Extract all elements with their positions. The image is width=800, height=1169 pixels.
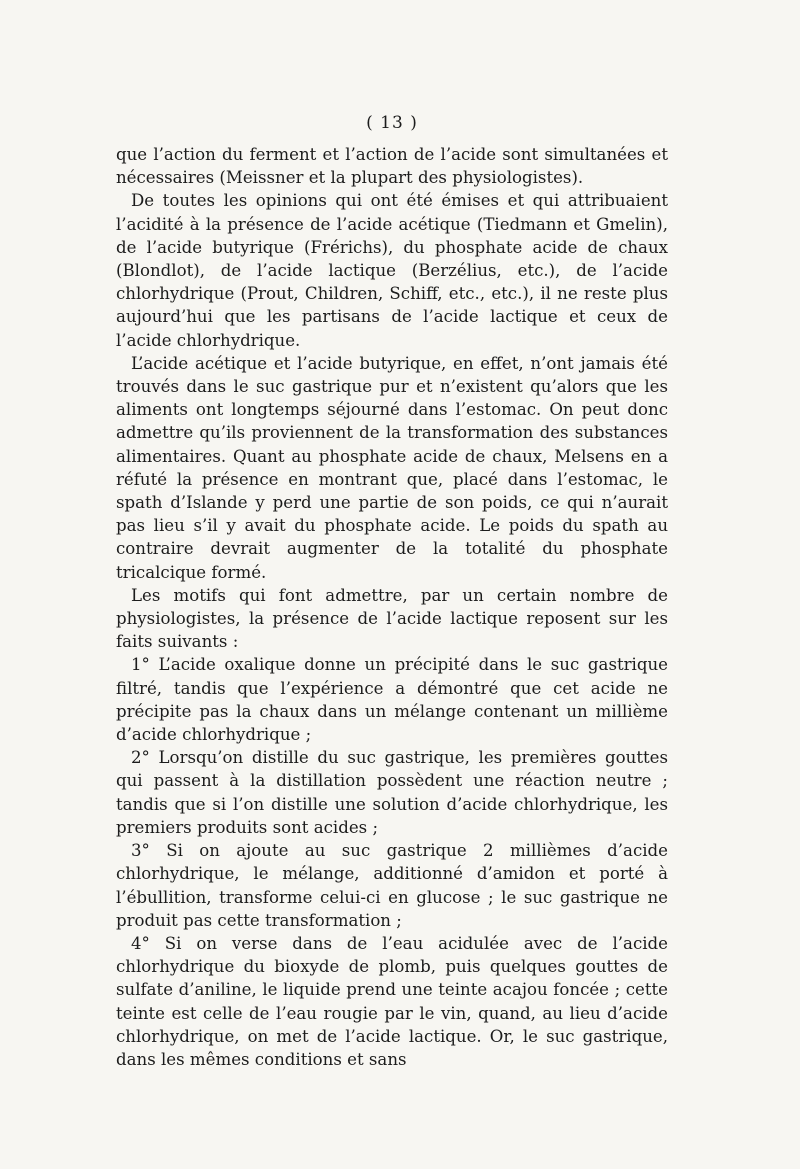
list-item: 2° Lorsqu’on distille du suc gastrique, les premières gouttes qui passent à la distillation possèdent une réaction neutre ; tandis que si l’on distille une solution d’acide chlorhydrique, les premiers produits sont acides ; xyxy=(116,748,668,837)
paragraph: Les motifs qui font admettre, par un certain nombre de physiologistes, la présence de l’acide lactique reposent sur les faits suivants : xyxy=(116,585,668,652)
paragraph: De toutes les opinions qui ont été émises et qui attribuaient l’acidité à la présence de l’acide acétique (Tiedmann et Gmelin), de l’acide butyrique (Frérichs), du phosphate acide de chaux (Blondlot), de l’acide lactique (Berzélius, etc.), de l’acide chlorhydrique (Prout, Children, Schiff, etc., etc.), il ne reste plus aujourd’hui que les partisans de l’acide lactique et ceux de l’acide chlorhydrique. xyxy=(116,191,668,350)
body-text xyxy=(116,143,668,1071)
page-number: ( 13 ) xyxy=(366,113,418,133)
document-page xyxy=(116,112,668,1071)
paragraph: que l’action du ferment et l’action de l’acide sont simultanées et nécessaires (Meissner et la plupart des physiologistes). xyxy=(116,145,668,188)
list-item: 3° Si on ajoute au suc gastrique 2 millièmes d’acide chlorhydrique, le mélange, additionné d’amidon et porté à l’ébullition, transforme celui-ci en glucose ; le suc gastrique ne produit pas cette transformation ; xyxy=(116,841,668,930)
list-item: 4° Si on verse dans de l’eau acidulée avec de l’acide chlorhydrique du bioxyde de plomb, puis quelques gouttes de sulfate d’aniline, le liquide prend une teinte acajou foncée ; cette teinte est celle de l’eau rougie par le vin, quand, au lieu d’acide chlorhydrique, on met de l’acide lactique. Or, le suc gastrique, dans les mêmes conditions et sans xyxy=(116,933,668,1069)
list-item: 1° L’acide oxalique donne un précipité dans le suc gastrique filtré, tandis que l’expérience a démontré que cet acide ne précipite pas la chaux dans un mélange contenant un millième d’acide chlorhydrique ; xyxy=(116,655,668,745)
paragraph: L’acide acétique et l’acide butyrique, en effet, n’ont jamais été trouvés dans le suc gastrique pur et n’existent qu’alors que les aliments ont longtemps séjourné dans l’estomac. On peut donc admettre qu’ils proviennent de la transformation des substances alimentaires. Quant au phosphate acide de chaux, Melsens en a réfuté la présence en montrant que, placé dans l’estomac, le spath d’Islande y perd une partie de son poids, ce qui n’aurait pas lieu s’il y avait du phosphate acide. Le poids du spath au contraire devrait augmenter de la totalité du phosphate tricalcique formé. xyxy=(116,353,668,582)
